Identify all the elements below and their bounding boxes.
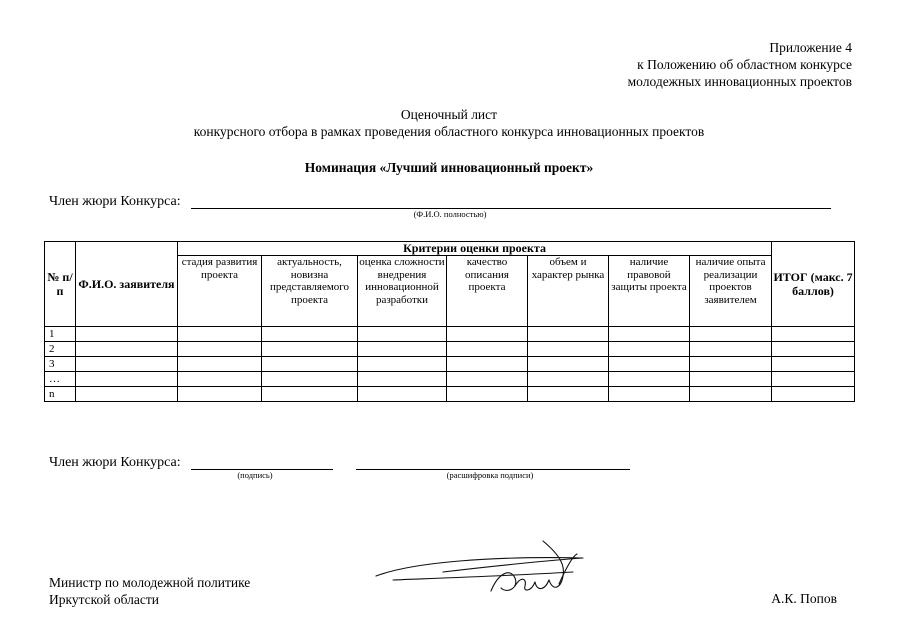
jury-member-label: Член жюри Конкурса: bbox=[49, 194, 181, 209]
criterion-relevance-novelty: актуальность, новизна представляемого проекта bbox=[262, 256, 358, 327]
criterion-legal-protection: наличие правовой защиты проекта bbox=[609, 256, 690, 327]
criterion-development-stage: стадия развития проекта bbox=[178, 256, 262, 327]
table-row bbox=[45, 327, 855, 342]
criterion-description-quality: качество описания проекта bbox=[447, 256, 528, 327]
minister-position-line-1: Министр по молодежной политике bbox=[49, 575, 251, 590]
criterion-market-size: объем и характер рынка bbox=[528, 256, 609, 327]
decode-signature-hint: (расшифровка подписи) bbox=[446, 470, 534, 480]
table-row bbox=[45, 357, 855, 372]
criterion-applicant-experience: наличие опыта реализации проектов заявителем bbox=[690, 256, 772, 327]
minister-position bbox=[49, 574, 250, 608]
table-row bbox=[45, 387, 855, 402]
appendix-line-2: к Положению об областном конкурсе bbox=[637, 57, 852, 72]
appendix-line-1: Приложение 4 bbox=[769, 40, 852, 55]
row-number: n bbox=[45, 387, 76, 402]
jury-name-hint: (Ф.И.О. полностью) bbox=[413, 209, 487, 219]
row-number: 3 bbox=[45, 357, 76, 372]
header-applicant-name: Ф.И.О. заявителя bbox=[76, 242, 178, 327]
row-number: 2 bbox=[45, 342, 76, 357]
header-criteria: Критерии оценки проекта bbox=[178, 242, 772, 256]
table-row bbox=[45, 372, 855, 387]
table-row bbox=[45, 342, 855, 357]
signature-hint: (подпись) bbox=[237, 470, 273, 480]
appendix-line-3: молодежных инновационных проектов bbox=[627, 74, 852, 89]
nomination-heading: Номинация «Лучший инновационный проект» bbox=[304, 160, 594, 175]
header-number: № п/п bbox=[45, 242, 76, 327]
minister-name: А.К. Попов bbox=[771, 591, 837, 606]
evaluation-table bbox=[44, 241, 855, 402]
document-subtitle: конкурсного отбора в рамках проведения областного конкурса инновационных проектов bbox=[193, 124, 705, 139]
criterion-implementation-complexity: оценка сложности внедрения инновационной разработки bbox=[358, 256, 447, 327]
row-number: 1 bbox=[45, 327, 76, 342]
row-number: … bbox=[45, 372, 76, 387]
signature-label: Член жюри Конкурса: bbox=[49, 455, 181, 470]
minister-position-line-2: Иркутской области bbox=[49, 592, 160, 607]
document-title: Оценочный лист bbox=[400, 107, 498, 122]
appendix-header bbox=[628, 39, 852, 90]
handwritten-signature bbox=[373, 536, 588, 606]
header-total: ИТОГ (макс. 7 баллов) bbox=[772, 242, 855, 327]
